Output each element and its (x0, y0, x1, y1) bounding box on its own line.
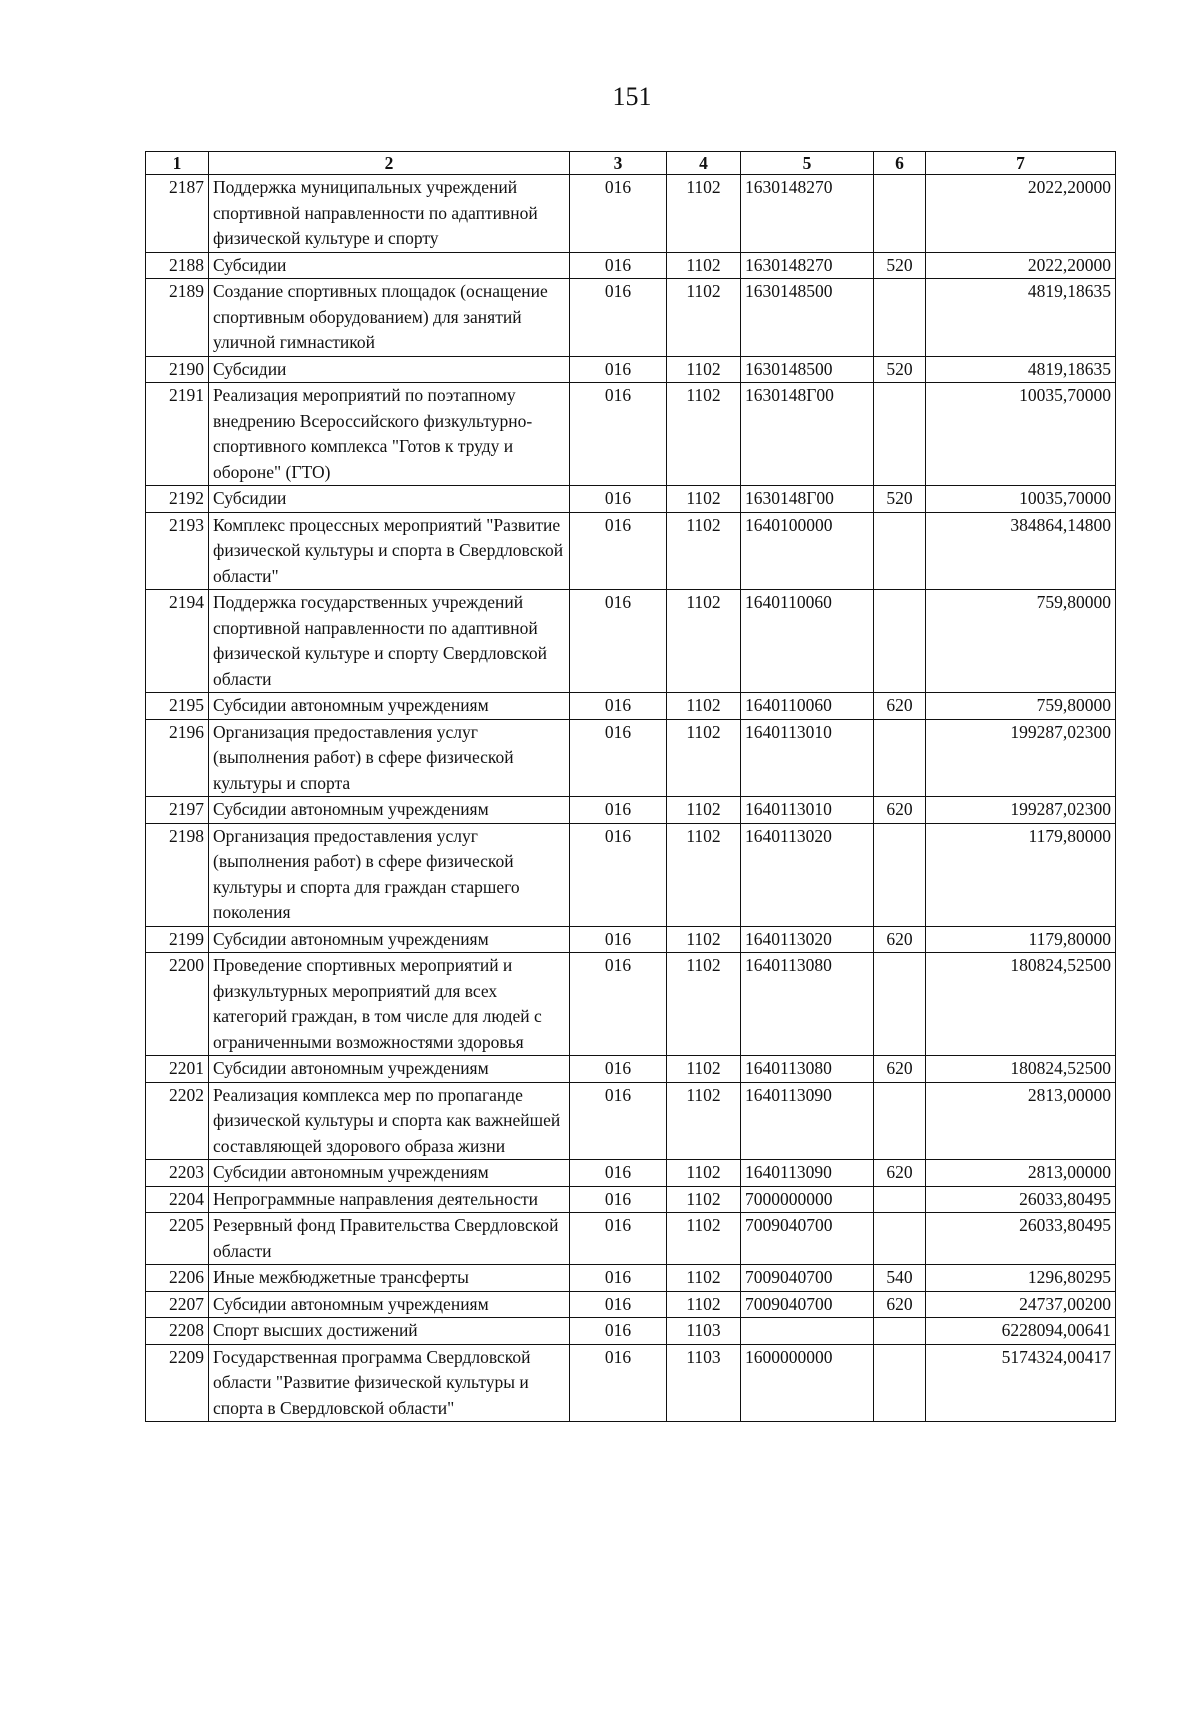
section-code-cell: 1102 (667, 1213, 741, 1265)
table-row (146, 953, 1116, 1056)
expense-type-code-cell (874, 823, 926, 926)
target-article-code-cell: 1640113090 (741, 1160, 874, 1187)
expense-type-code-cell: 540 (874, 1265, 926, 1292)
section-code-cell: 1102 (667, 953, 741, 1056)
target-article-code-cell: 7009040700 (741, 1213, 874, 1265)
target-article-code-cell (741, 1318, 874, 1345)
amount-cell: 180824,52500 (926, 1056, 1116, 1083)
ministry-code-cell: 016 (570, 797, 667, 824)
row-number-cell: 2192 (146, 486, 209, 513)
expense-type-code-cell (874, 383, 926, 486)
table-row (146, 175, 1116, 253)
section-code-cell: 1102 (667, 356, 741, 383)
item-name-cell: Комплекс процессных мероприятий "Развитие физической культуры и спорта в Свердловской области" (209, 512, 570, 590)
section-code-cell: 1102 (667, 719, 741, 797)
item-name-cell: Субсидии (209, 356, 570, 383)
amount-cell: 5174324,00417 (926, 1344, 1116, 1422)
table-row (146, 1265, 1116, 1292)
item-name-cell: Субсидии автономным учреждениям (209, 1291, 570, 1318)
ministry-code-cell: 016 (570, 590, 667, 693)
row-number-cell: 2198 (146, 823, 209, 926)
table-row (146, 1082, 1116, 1160)
row-number-cell: 2209 (146, 1344, 209, 1422)
ministry-code-cell: 016 (570, 693, 667, 720)
amount-cell: 10035,70000 (926, 383, 1116, 486)
table-row (146, 252, 1116, 279)
ministry-code-cell: 016 (570, 1160, 667, 1187)
section-code-cell: 1102 (667, 693, 741, 720)
item-name-cell: Реализация мероприятий по поэтапному внедрению Всероссийского физкультурно-спортивного комплекса "Готов к труду и обороне" (ГТО) (209, 383, 570, 486)
table-row (146, 1160, 1116, 1187)
ministry-code-cell: 016 (570, 1213, 667, 1265)
ministry-code-cell: 016 (570, 279, 667, 357)
item-name-cell: Организация предоставления услуг (выполнения работ) в сфере физической культуры и спорта для граждан старшего поколения (209, 823, 570, 926)
row-number-cell: 2196 (146, 719, 209, 797)
table-row (146, 693, 1116, 720)
row-number-cell: 2203 (146, 1160, 209, 1187)
target-article-code-cell: 7000000000 (741, 1186, 874, 1213)
target-article-code-cell: 1640110060 (741, 590, 874, 693)
expense-type-code-cell (874, 719, 926, 797)
expense-type-code-cell (874, 1344, 926, 1422)
target-article-code-cell: 1630148500 (741, 279, 874, 357)
section-code-cell: 1102 (667, 797, 741, 824)
section-code-cell: 1103 (667, 1344, 741, 1422)
target-article-code-cell: 1640113020 (741, 926, 874, 953)
header-cell-col-5: 5 (741, 152, 874, 175)
expense-type-code-cell (874, 175, 926, 253)
section-code-cell: 1102 (667, 1186, 741, 1213)
item-name-cell: Проведение спортивных мероприятий и физкультурных мероприятий для всех категорий граждан, в том числе для людей с ограниченными возможностями здоровья (209, 953, 570, 1056)
amount-cell: 2022,20000 (926, 252, 1116, 279)
table-row (146, 1318, 1116, 1345)
header-cell-col-6: 6 (874, 152, 926, 175)
item-name-cell: Субсидии автономным учреждениям (209, 693, 570, 720)
expense-type-code-cell (874, 279, 926, 357)
section-code-cell: 1102 (667, 1291, 741, 1318)
amount-cell: 759,80000 (926, 693, 1116, 720)
item-name-cell: Субсидии (209, 486, 570, 513)
row-number-cell: 2187 (146, 175, 209, 253)
ministry-code-cell: 016 (570, 1056, 667, 1083)
ministry-code-cell: 016 (570, 926, 667, 953)
target-article-code-cell: 7009040700 (741, 1265, 874, 1292)
row-number-cell: 2207 (146, 1291, 209, 1318)
expense-type-code-cell: 620 (874, 1056, 926, 1083)
amount-cell: 4819,18635 (926, 279, 1116, 357)
expense-type-code-cell: 620 (874, 1160, 926, 1187)
ministry-code-cell: 016 (570, 823, 667, 926)
item-name-cell: Непрограммные направления деятельности (209, 1186, 570, 1213)
amount-cell: 10035,70000 (926, 486, 1116, 513)
expense-type-code-cell (874, 1082, 926, 1160)
amount-cell: 1179,80000 (926, 823, 1116, 926)
section-code-cell: 1102 (667, 823, 741, 926)
amount-cell: 24737,00200 (926, 1291, 1116, 1318)
header-cell-col-2: 2 (209, 152, 570, 175)
row-number-cell: 2195 (146, 693, 209, 720)
ministry-code-cell: 016 (570, 1291, 667, 1318)
expense-type-code-cell: 620 (874, 1291, 926, 1318)
ministry-code-cell: 016 (570, 719, 667, 797)
ministry-code-cell: 016 (570, 486, 667, 513)
item-name-cell: Субсидии автономным учреждениям (209, 926, 570, 953)
amount-cell: 1296,80295 (926, 1265, 1116, 1292)
row-number-cell: 2204 (146, 1186, 209, 1213)
ministry-code-cell: 016 (570, 1344, 667, 1422)
target-article-code-cell: 1630148Г00 (741, 383, 874, 486)
row-number-cell: 2208 (146, 1318, 209, 1345)
item-name-cell: Государственная программа Свердловской области "Развитие физической культуры и спорта в Свердловской области" (209, 1344, 570, 1422)
table-row (146, 590, 1116, 693)
ministry-code-cell: 016 (570, 356, 667, 383)
item-name-cell: Реализация комплекса мер по пропаганде физической культуры и спорта как важнейшей составляющей здорового образа жизни (209, 1082, 570, 1160)
amount-cell: 199287,02300 (926, 797, 1116, 824)
target-article-code-cell: 1630148270 (741, 175, 874, 253)
header-cell-col-1: 1 (146, 152, 209, 175)
target-article-code-cell: 1630148270 (741, 252, 874, 279)
section-code-cell: 1102 (667, 1082, 741, 1160)
row-number-cell: 2193 (146, 512, 209, 590)
row-number-cell: 2200 (146, 953, 209, 1056)
target-article-code-cell: 1640110060 (741, 693, 874, 720)
table-row (146, 823, 1116, 926)
section-code-cell: 1102 (667, 279, 741, 357)
target-article-code-cell: 1600000000 (741, 1344, 874, 1422)
item-name-cell: Поддержка муниципальных учреждений спортивной направленности по адаптивной физической культуре и спорту (209, 175, 570, 253)
expense-type-code-cell: 520 (874, 486, 926, 513)
ministry-code-cell: 016 (570, 1082, 667, 1160)
row-number-cell: 2190 (146, 356, 209, 383)
section-code-cell: 1102 (667, 383, 741, 486)
item-name-cell: Создание спортивных площадок (оснащение спортивным оборудованием) для занятий уличной гимнастикой (209, 279, 570, 357)
target-article-code-cell: 1640100000 (741, 512, 874, 590)
amount-cell: 6228094,00641 (926, 1318, 1116, 1345)
table-row (146, 1291, 1116, 1318)
item-name-cell: Резервный фонд Правительства Свердловской области (209, 1213, 570, 1265)
header-cell-col-7: 7 (926, 152, 1116, 175)
expense-type-code-cell (874, 590, 926, 693)
row-number-cell: 2188 (146, 252, 209, 279)
target-article-code-cell: 1640113020 (741, 823, 874, 926)
ministry-code-cell: 016 (570, 953, 667, 1056)
section-code-cell: 1102 (667, 1160, 741, 1187)
item-name-cell: Субсидии автономным учреждениям (209, 1056, 570, 1083)
table-row (146, 1213, 1116, 1265)
amount-cell: 199287,02300 (926, 719, 1116, 797)
row-number-cell: 2206 (146, 1265, 209, 1292)
item-name-cell: Организация предоставления услуг (выполнения работ) в сфере физической культуры и спорта (209, 719, 570, 797)
target-article-code-cell: 1640113010 (741, 797, 874, 824)
section-code-cell: 1103 (667, 1318, 741, 1345)
expense-type-code-cell: 520 (874, 252, 926, 279)
section-code-cell: 1102 (667, 926, 741, 953)
ministry-code-cell: 016 (570, 252, 667, 279)
amount-cell: 2813,00000 (926, 1160, 1116, 1187)
expense-type-code-cell (874, 512, 926, 590)
table-row (146, 1186, 1116, 1213)
expense-type-code-cell: 620 (874, 797, 926, 824)
table-row (146, 486, 1116, 513)
header-row (146, 152, 1116, 175)
expense-type-code-cell (874, 1186, 926, 1213)
item-name-cell: Субсидии (209, 252, 570, 279)
item-name-cell: Субсидии автономным учреждениям (209, 797, 570, 824)
expense-type-code-cell (874, 1213, 926, 1265)
row-number-cell: 2202 (146, 1082, 209, 1160)
target-article-code-cell: 1640113080 (741, 1056, 874, 1083)
table-row (146, 797, 1116, 824)
table-row (146, 1056, 1116, 1083)
table-row (146, 719, 1116, 797)
item-name-cell: Субсидии автономным учреждениям (209, 1160, 570, 1187)
section-code-cell: 1102 (667, 512, 741, 590)
table-body (146, 175, 1116, 1422)
expense-type-code-cell: 620 (874, 926, 926, 953)
amount-cell: 26033,80495 (926, 1213, 1116, 1265)
amount-cell: 384864,14800 (926, 512, 1116, 590)
item-name-cell: Спорт высших достижений (209, 1318, 570, 1345)
target-article-code-cell: 1640113080 (741, 953, 874, 1056)
budget-table (145, 151, 1116, 1422)
amount-cell: 2022,20000 (926, 175, 1116, 253)
amount-cell: 180824,52500 (926, 953, 1116, 1056)
expense-type-code-cell (874, 1318, 926, 1345)
target-article-code-cell: 1630148500 (741, 356, 874, 383)
header-cell-col-3: 3 (570, 152, 667, 175)
item-name-cell: Иные межбюджетные трансферты (209, 1265, 570, 1292)
item-name-cell: Поддержка государственных учреждений спортивной направленности по адаптивной физической культуре и спорту Свердловской области (209, 590, 570, 693)
amount-cell: 26033,80495 (926, 1186, 1116, 1213)
section-code-cell: 1102 (667, 486, 741, 513)
table-row (146, 356, 1116, 383)
header-cell-col-4: 4 (667, 152, 741, 175)
row-number-cell: 2205 (146, 1213, 209, 1265)
target-article-code-cell: 1640113010 (741, 719, 874, 797)
row-number-cell: 2197 (146, 797, 209, 824)
ministry-code-cell: 016 (570, 1318, 667, 1345)
row-number-cell: 2201 (146, 1056, 209, 1083)
section-code-cell: 1102 (667, 1056, 741, 1083)
target-article-code-cell: 1630148Г00 (741, 486, 874, 513)
expense-type-code-cell (874, 953, 926, 1056)
amount-cell: 2813,00000 (926, 1082, 1116, 1160)
expense-type-code-cell: 620 (874, 693, 926, 720)
section-code-cell: 1102 (667, 175, 741, 253)
page-number: 151 (612, 82, 652, 111)
section-code-cell: 1102 (667, 252, 741, 279)
amount-cell: 1179,80000 (926, 926, 1116, 953)
table-row (146, 279, 1116, 357)
ministry-code-cell: 016 (570, 1186, 667, 1213)
row-number-cell: 2191 (146, 383, 209, 486)
table-row (146, 1344, 1116, 1422)
row-number-cell: 2189 (146, 279, 209, 357)
amount-cell: 759,80000 (926, 590, 1116, 693)
table-header (146, 152, 1116, 175)
ministry-code-cell: 016 (570, 512, 667, 590)
ministry-code-cell: 016 (570, 383, 667, 486)
target-article-code-cell: 1640113090 (741, 1082, 874, 1160)
table-row (146, 926, 1116, 953)
expense-type-code-cell: 520 (874, 356, 926, 383)
table-row (146, 383, 1116, 486)
ministry-code-cell: 016 (570, 175, 667, 253)
row-number-cell: 2194 (146, 590, 209, 693)
ministry-code-cell: 016 (570, 1265, 667, 1292)
row-number-cell: 2199 (146, 926, 209, 953)
section-code-cell: 1102 (667, 590, 741, 693)
target-article-code-cell: 7009040700 (741, 1291, 874, 1318)
amount-cell: 4819,18635 (926, 356, 1116, 383)
section-code-cell: 1102 (667, 1265, 741, 1292)
table-row (146, 512, 1116, 590)
